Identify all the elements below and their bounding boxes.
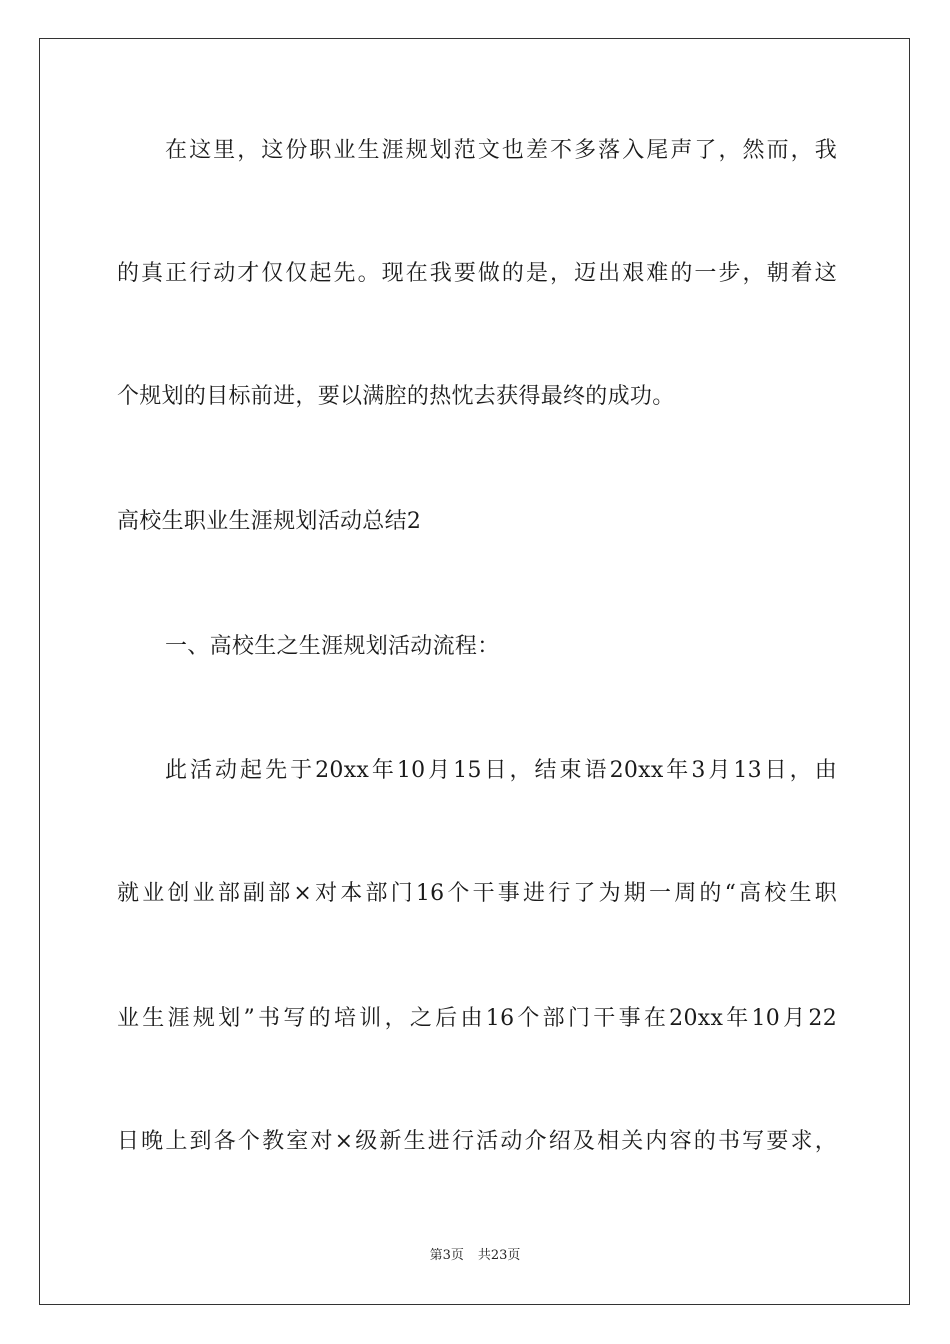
page-border	[39, 38, 910, 1305]
paragraph-line-4: 此活动起先于20xx年10月15日，结束语20xx年3月13日，由	[165, 758, 837, 783]
paragraph-line-6: 业生涯规划”书写的培训，之后由16个部门干事在20xx年10月22	[117, 1006, 837, 1031]
paragraph-line-2: 的真正行动才仅仅起先。现在我要做的是，迈出艰难的一步，朝着这	[117, 261, 837, 286]
paragraph-line-5: 就业创业部副部×对本部门16个干事进行了为期一周的“高校生职	[117, 881, 837, 906]
page-footer	[0, 1247, 950, 1265]
section-heading: 高校生职业生涯规划活动总结2	[117, 509, 422, 534]
paragraph-line-3: 个规划的目标前进，要以满腔的热忱去获得最终的成功。	[117, 384, 675, 409]
page-number: 第3页	[429, 1248, 464, 1263]
paragraph-line-1: 在这里，这份职业生涯规划范文也差不多落入尾声了，然而，我	[165, 138, 837, 163]
paragraph-line-7: 日晚上到各个教室对×级新生进行活动介绍及相关内容的书写要求，	[117, 1129, 837, 1154]
subsection-heading: 一、高校生之生涯规划活动流程：	[165, 634, 500, 659]
page-total: 共23页	[477, 1248, 521, 1263]
